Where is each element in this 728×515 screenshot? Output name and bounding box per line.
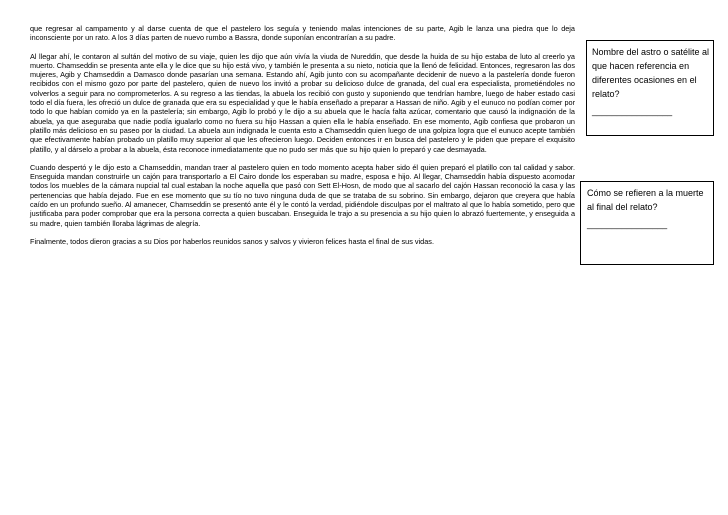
paragraph: Finalmente, todos dieron gracias a su Dios por haberlos reunidos sanos y salvos y vivieron felices hasta el final de sus vidas.: [30, 236, 434, 246]
story-text: [30, 24, 575, 255]
answer-blank[interactable]: ________________: [592, 106, 673, 116]
question-box-moon: [586, 40, 714, 136]
answer-blank[interactable]: ________________: [587, 219, 668, 229]
question-text: Nombre del astro o satélite al que hacen referencia en diferentes ocasiones en el relato?: [592, 47, 710, 99]
paragraph: Cuando despertó y le dijo esto a Chamseddin, mandan traer al pastelero quien en todo momento acepta haber sido él quien preparó el platillo con tal calidad y sabor. Enseguida mandan construirle un cajón para transportarlo a El Cairo donde los esperaban su madre, esposa e hijo. Al llegar, Chamseddin había dispuesto acomodar todos los muebles de la cámara nupcial tal cual estaban la noche aquella que pasó con Sett El-Hosn, de modo que al sacarlo del cajón Hassan reconoció la casa y las pertenencias que había dejado. Fue en ese momento que su tío no tuvo ninguna duda de que se trataba de su sobrino. Sin embargo, dejaron que creyera que había caído en un profundo sueño. Al amanecer, Chamseddin se presentó ante él y le contó la verdad, pidiéndole disculpas por el maltrato al que lo había sometido, pero que justificaba para poder comprobar que era la persona correcta a quien buscaban. Enseguida le trajo a su presencia a su hijo quien lo abrazó fuertemente, y enseguida a su madre, quien también lloraba lágrimas de alegría.: [30, 162, 575, 228]
question-box-death: [580, 181, 714, 265]
paragraph: que regresar al campamento y al darse cuenta de que el pastelero los seguía y teniendo malas intenciones de su parte, Agib le lanza una piedra que lo deja inconsciente por un rato. A los 3 días parten de nuevo rumbo a Bassra, donde suponían encontrarían a su padre.: [30, 24, 575, 43]
paragraph: Al llegar ahí, le contaron al sultán del motivo de su viaje, quien les dijo que aún vivía la viuda de Nureddin, que desde la huida de su hijo estaba de luto al creerlo ya muerto. Chamseddin se presenta ante ella y le dice que su hijo está vivo, y también le presenta a su nieto, noticia que la llenó de felicidad. Entonces, regresaron las dos mujeres, Agib y Chamseddin a Damasco donde pasarían una semana. Estando ahí, Agib junto con su acompañante decidenir de nuevo a la pastelería donde fueron recibidos con el mismo gozo por parte del pastelero, quien de nuevo los invitó a probar su delicioso dulce de granada, del cual era especialista, prometiéndoles no volverlos a seguir para no comprometerlos. A su regreso a las tiendas, la abuela los recibió con gusto y suponiendo que tendrían hambre, luego de haber estado casi todo el día fuera, les ofreció un dulce de granada que era su especialidad y que le había enseñado a preparar a Hassan de niño. Agib y el eunuco no podían comer por todo lo que habían comido ya en la pastelería; sin embargo, Agib lo probó y le dijo a su abuela que le hacía falta azúcar, comentario que causó la indignación de la abuela, ya que aseguraba que nadie podía igualarlo como no fuera su hijo Hassan a quien ella le había enseñado. En ese momento, Agib confiesa que probaron un platillo más delicioso en su paseo por la ciudad. La abuela aun indignada le cuenta esto a Chamseddin quien luego de una golpiza logra que el eunuco acepte también que efectivamente habían probado un platillo muy superior al que les ofrecieron luego. Deciden entonces ir en busca del pastelero y le piden que prepare el exquisito platillo, y al dárselo a probar a la abuela, ésta reconoce inmediatamente que no pudo ser más que su hijo quien lo preparó y cae desmayada.: [30, 51, 575, 154]
question-text: Cómo se refieren a la muerte al final del relato?: [587, 188, 704, 212]
